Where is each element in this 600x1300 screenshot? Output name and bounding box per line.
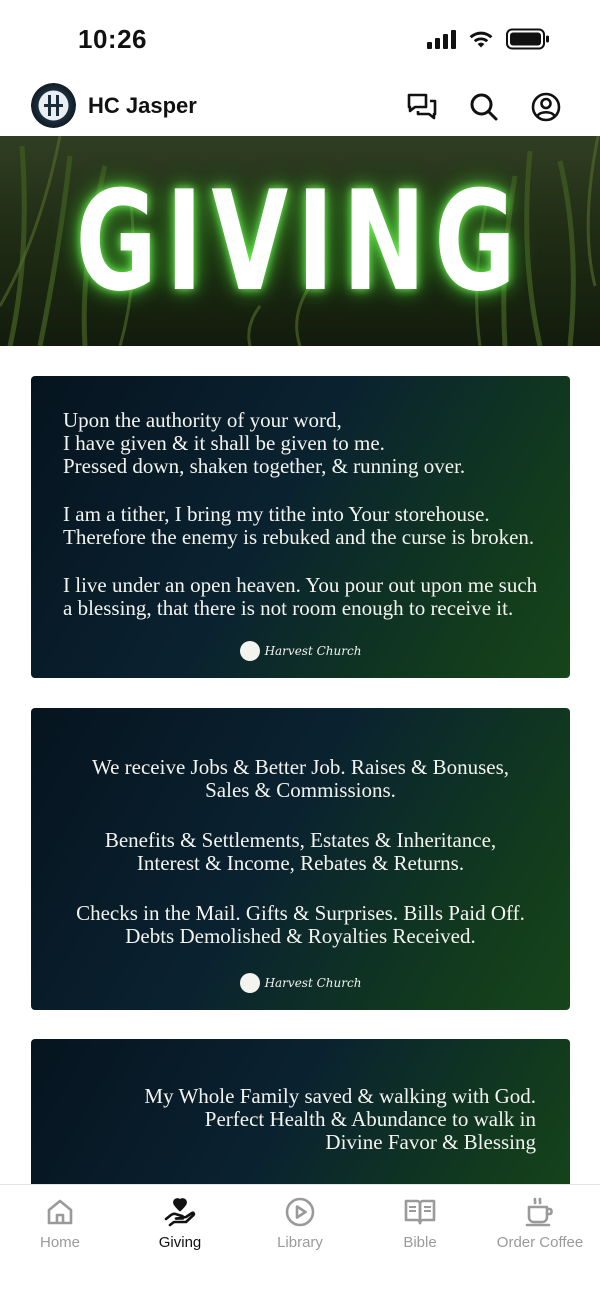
card-line: Pressed down, shaken together, & running over. [63,454,466,478]
card-paragraph [63,574,553,620]
status-time: 10:26 [78,24,147,54]
giving-hand-heart-icon [164,1197,196,1227]
tab-bible[interactable] [360,1185,480,1265]
card-line: We receive Jobs & Better Job. Raises & Bonuses, [91,755,510,779]
wifi-icon [468,29,494,49]
card-line: Divine Favor & Blessing [325,1130,536,1154]
harvest-church-logo-icon [240,973,260,993]
card-line: Upon the authority of your word, [63,408,342,432]
tab-label: Giving [158,1234,202,1251]
search-icon [469,92,499,122]
tab-library[interactable] [240,1185,360,1265]
card-line: Checks in the Mail. Gifts & Surprises. Bills Paid Off. [76,901,525,925]
card-line: Interest & Income, Rebates & Returns. [136,851,465,875]
confession-card-provision[interactable] [31,708,570,1010]
card-text [56,1085,536,1154]
content-scroll[interactable] [0,346,600,1184]
card-line: a blessing, that there is not room enough to receive it. [63,596,514,620]
card-line: I have given & it shall be given to me. [63,431,385,455]
status-icons [427,28,550,50]
confession-card-tithe[interactable] [31,376,570,678]
tab-order-coffee[interactable] [480,1185,600,1265]
user-profile-icon [531,92,561,122]
card-paragraph [63,409,553,478]
chat-bubbles-icon [407,93,437,121]
coffee-cup-icon [525,1197,555,1227]
hero-title: GIVING [75,160,525,322]
harvest-church-logo-icon [240,641,260,661]
giving-hero-banner [0,136,600,346]
card-line: I am a tither, I bring my tithe into Your storehouse. [63,502,490,526]
header-actions [406,91,562,123]
card-paragraph [31,902,570,948]
messages-button[interactable] [406,91,438,123]
card-paragraph [31,829,570,875]
battery-icon [506,28,550,50]
card-line: Perfect Health & Abundance to walk in [204,1107,536,1131]
card-line: My Whole Family saved & walking with God. [144,1084,536,1108]
card-text [63,409,553,645]
harvest-church-watermark [31,641,570,661]
card-line: I live under an open heaven. You pour out upon me such [63,573,538,597]
brand-name: Harvest Church [264,976,362,990]
tab-giving[interactable] [120,1185,240,1265]
card-line: Therefore the enemy is rebuked and the curse is broken. [63,525,535,549]
tab-label: Home [39,1234,80,1251]
card-paragraph [63,503,553,549]
cellular-signal-icon [427,29,456,49]
bottom-tab-bar [0,1184,600,1300]
brand-name: Harvest Church [264,644,362,658]
church-logo[interactable] [31,83,76,128]
card-line: Benefits & Settlements, Estates & Inheritance, [104,828,497,852]
card-line: Debts Demolished & Royalties Received. [125,924,476,948]
open-book-icon [404,1198,436,1226]
tab-home[interactable] [0,1185,120,1265]
home-icon [47,1198,73,1226]
tab-label: Bible [403,1234,437,1251]
app-header [0,76,600,136]
harvest-church-watermark [31,973,570,993]
tab-label: Library [277,1234,323,1251]
confession-card-family[interactable] [31,1039,570,1184]
play-circle-icon [285,1197,315,1227]
profile-button[interactable] [530,91,562,123]
card-text [31,756,570,975]
tab-label: Order Coffee [496,1234,584,1251]
card-paragraph [31,756,570,802]
card-paragraph [56,1085,536,1154]
status-bar [0,0,600,76]
card-line: Sales & Commissions. [205,778,396,802]
app-title: HC Jasper [88,93,197,118]
search-button[interactable] [468,91,500,123]
